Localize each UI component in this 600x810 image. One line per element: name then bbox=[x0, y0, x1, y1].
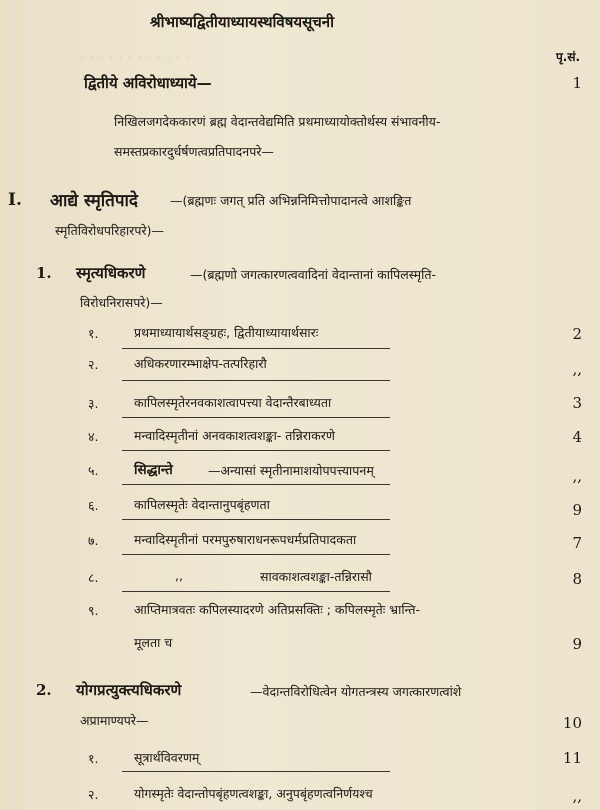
list-item-number: ४. bbox=[88, 429, 99, 444]
list-item-page: 3 bbox=[572, 394, 582, 412]
list-item-text: मन्वादिस्मृतीनां अनवकाशत्वशङ्का- तन्निराकरणे bbox=[134, 428, 335, 443]
list-item-page: 11 bbox=[562, 749, 582, 767]
section1-number: 1. bbox=[36, 264, 52, 282]
list-item-number: ९. bbox=[88, 603, 99, 618]
item-underline bbox=[122, 771, 390, 772]
list-item-text: मन्वादिस्मृतीनां परमपुरुषाराधनरूपधर्मप्रतिपादकता bbox=[134, 532, 357, 547]
list-item-text: आप्तिमात्रवतः कपिलस्यादरणे अतिप्रसक्तिः ; कपिलस्मृतेः भ्रान्ति- bbox=[134, 602, 421, 617]
list-item-text: सावकाशत्वशङ्का-तन्निरासौ bbox=[260, 569, 372, 584]
list-item-page: 9 bbox=[572, 635, 582, 653]
list-item-ditto: ,, bbox=[175, 568, 183, 583]
bleed-text: . . . . . . . . . . . . bbox=[80, 45, 190, 63]
item-underline bbox=[122, 417, 390, 418]
list-item-number: ५. bbox=[88, 463, 99, 478]
item-underline bbox=[122, 554, 390, 555]
list-item-page: ,, bbox=[572, 787, 582, 805]
list-item-text: अधिकरणारम्भाक्षेप-तत्परिहारौ bbox=[134, 356, 267, 371]
part1-number: I. bbox=[8, 190, 22, 210]
list-item-number: १. bbox=[88, 326, 99, 341]
list-item-text: कापिलस्मृतेरनवकाशत्वापत्त्या वेदान्तैरबाध्यता bbox=[134, 395, 332, 410]
item-underline bbox=[122, 591, 390, 592]
list-item-text: कापिलस्मृतेः वेदान्तानुपबृंहणता bbox=[134, 497, 270, 512]
list-item-text: प्रथमाध्यायार्थसङ्ग्रहः, द्वितीयाध्यायार्थसारः bbox=[134, 325, 319, 340]
list-item-text-cont: मूलता च bbox=[134, 635, 173, 650]
section2-page: 10 bbox=[562, 714, 582, 732]
intro-page: 1 bbox=[572, 74, 582, 92]
section1-desc-line2: विरोधनिरासपरे)— bbox=[80, 295, 163, 310]
list-item-text: —अन्यासां स्मृतीनामाशयोपपत्त्यापनम् bbox=[208, 463, 374, 478]
intro-heading: द्वितीये अविरोधाध्याये— bbox=[84, 74, 212, 92]
list-item-number: २. bbox=[88, 357, 99, 372]
item-underline bbox=[122, 450, 390, 451]
list-item-text: सूत्रार्थविवरणम् bbox=[134, 750, 200, 765]
section2-number: 2. bbox=[36, 681, 52, 699]
section2-desc-line1: —वेदान्तविरोधित्वेन योगतन्त्रस्य जगत्कारणत्वांशे bbox=[250, 684, 462, 699]
list-item-page: ,, bbox=[572, 467, 582, 485]
list-item-text: योगस्मृतेः वेदान्तोपबृंहणत्वशङ्का, अनुपबृंहणत्वनिर्णयश्च bbox=[134, 786, 373, 801]
item-underline bbox=[122, 484, 390, 485]
section1-desc-line1: —(ब्रह्मणो जगत्कारणत्ववादिनां वेदान्तानां कापिलस्मृति- bbox=[190, 267, 436, 282]
intro-desc-line2: समस्तप्रकारदुर्धर्षणत्वप्रतिपादनपरे— bbox=[114, 144, 274, 159]
list-item-page: 9 bbox=[572, 501, 582, 519]
section2-heading: योगप्रत्युक्त्यधिकरणे bbox=[76, 681, 182, 699]
list-item-number: ३. bbox=[88, 396, 99, 411]
page-number-header: पृ.सं. bbox=[555, 50, 580, 64]
section2-desc-line2: अप्रामाण्यपरे— bbox=[80, 713, 149, 728]
part1-heading: आद्ये स्मृतिपादे bbox=[50, 191, 138, 211]
section1-heading: स्मृत्यधिकरणे bbox=[76, 264, 146, 282]
list-item-number: ८. bbox=[88, 570, 99, 585]
item-underline bbox=[122, 519, 390, 520]
list-item-page: 2 bbox=[572, 325, 582, 343]
list-item-page: 7 bbox=[572, 534, 582, 552]
part1-desc-line2: स्मृतिविरोधपरिहारपरे)— bbox=[55, 223, 164, 238]
part1-desc-line1: —(ब्रह्मणः जगत् प्रति अभिन्ननिमित्तोपादानत्वे आशङ्कित bbox=[170, 193, 412, 208]
item-underline bbox=[122, 380, 390, 381]
list-item-page: ,, bbox=[572, 360, 582, 378]
list-item-number: ६. bbox=[88, 498, 99, 513]
list-item-number: २. bbox=[88, 787, 99, 802]
intro-desc-line1: निखिलजगदेककारणं ब्रह्म वेदान्तवेद्यमिति प्रथमाध्यायोक्तोर्थस्य संभावनीय- bbox=[114, 114, 441, 129]
item-underline bbox=[122, 348, 390, 349]
list-item-number: ७. bbox=[88, 533, 99, 548]
list-item-number: १. bbox=[88, 751, 99, 766]
page-title: श्रीभाष्यद्वितीयाध्यायस्थविषयसूचनी bbox=[150, 13, 335, 31]
list-item-page: 4 bbox=[572, 428, 582, 446]
list-item-page: 8 bbox=[572, 570, 582, 588]
list-item-bold-text: सिद्धान्ते bbox=[134, 462, 173, 478]
